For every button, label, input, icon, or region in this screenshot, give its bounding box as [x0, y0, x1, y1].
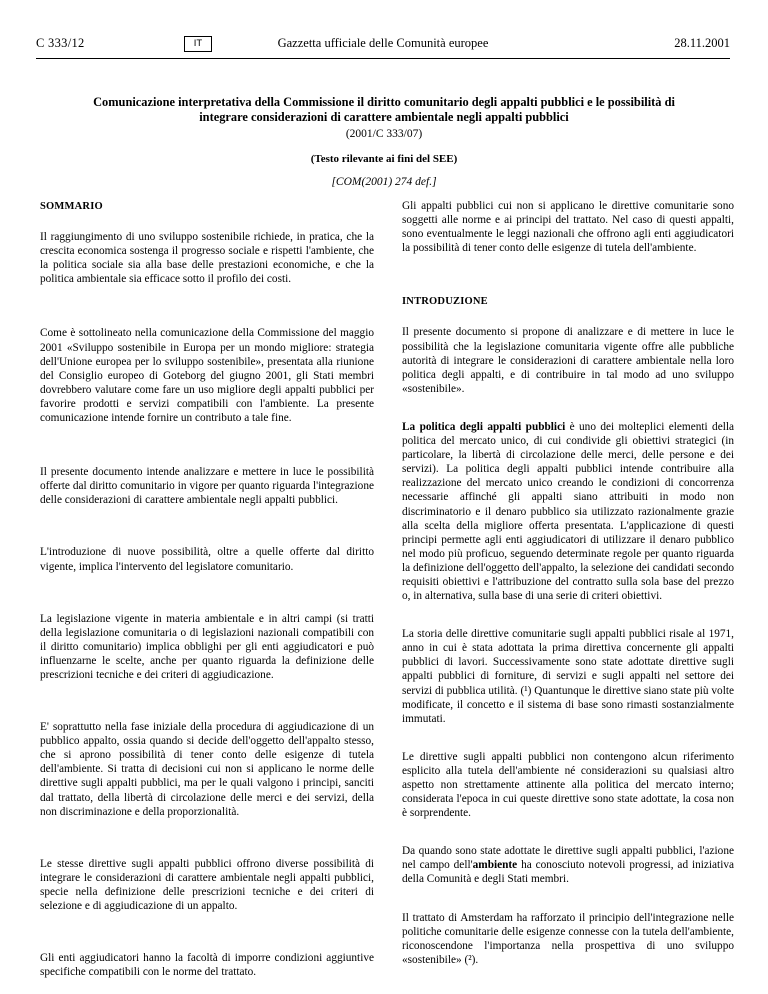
- paragraph: Il presente documento si propone di analizzare e di mettere in luce le possibilità che la legislazione comunitaria vigente offre alle pubbliche autorità di integrare le considerazioni di carattere ambientale nella loro politica degli appalti, e di contribuire in tal modo ad uno sviluppo «sostenibile».: [402, 326, 734, 395]
- right-column: [402, 199, 734, 967]
- paragraph: Le direttive sugli appalti pubblici non contengono alcun riferimento esplicito alla tutela dell'ambiente né considerazioni su qualsiasi altro aspetto non strettamente attinente alla politica del mercato interno; considerata l'epoca in cui queste direttive sono state adottate, la cosa non è sorprendente.: [402, 750, 734, 820]
- paragraph: Gli enti aggiudicatori hanno la facoltà di imporre condizioni aggiuntive specifiche compatibili con le norme del trattato.: [40, 952, 374, 979]
- paragraph: L'introduzione di nuove possibilità, oltre a quelle offerte dal diritto vigente, implica l'intervento del legislatore comunitario.: [40, 546, 374, 573]
- paragraph: La storia delle direttive comunitarie sugli appalti pubblici risale al 1971, anno in cui è stata adottata la prima direttiva concernente gli appalti pubblici di lavori. Successivamente sono state adottate direttive sugli appalti pubblici di forniture, di servizi e sugli appalti nel settore dei servizi di pubblica utilità. (¹) Quantunque le direttive siano state più volte modificate, il concetto e il sistema di base sono rimasti sostanzialmente immutati.: [402, 628, 734, 725]
- journal-name: Gazzetta ufficiale delle Comunità europee: [277, 36, 489, 50]
- header-rule: [36, 58, 730, 59]
- page-header: [36, 36, 730, 54]
- com-reference: [COM(2001) 274 def.]: [331, 176, 437, 188]
- publication-date: 28.11.2001: [674, 36, 730, 50]
- eea-relevance-note: (Testo rilevante ai fini del SEE): [310, 153, 458, 165]
- paragraph: Le stesse direttive sugli appalti pubblici offrono diverse possibilità di integrare le considerazioni di carattere ambientale negli appalti pubblici, specie nella definizione delle prescrizioni tecniche e dei criteri di selezione e di aggiudicazione di un appalto.: [40, 857, 374, 912]
- paragraph: E' soprattutto nella fase iniziale della procedura di aggiudicazione di un pubblico appalto, ossia quando si decide dell'oggetto dell'appalto stesso, che si aprono possibilità di tener conto delle esigenze di tutela dell'ambiente. Si tratta di decisioni cui non si applicano le norme delle direttive sugli appalti pubblici, ma per le quali valgono i principi, sanciti dal trattato, della libertà di circolazione delle merci e dei servizi, della non discriminazione e della proporzionalità.: [40, 721, 374, 818]
- page-reference: C 333/12: [36, 36, 85, 50]
- paragraph: Il presente documento intende analizzare e mettere in luce le possibilità offerte dal diritto comunitario in vigore per quanto riguarda l'integrazione delle considerazioni di carattere ambientale negli appalti pubblici.: [40, 466, 374, 507]
- document-title: Comunicazione interpretativa della Commissione il diritto comunitario degli appalti pubblici e le possibilità di integrare considerazioni di carattere ambientale negli appalti pubblici: [93, 95, 675, 124]
- paragraph: Gli appalti pubblici cui non si applicano le direttive comunitarie sono soggetti alle norme e ai principi del trattato. Nel caso di questi appalti, sono eventualmente le leggi nazionali che offrono agli enti aggiudicatori la possibilità di tener conto delle esigenze di tutela dell'ambiente.: [402, 200, 734, 255]
- paragraph: Come è sottolineato nella comunicazione della Commissione del maggio 2001 «Sviluppo sostenibile in Europa per un mondo migliore: strategia dell'Unione europea per lo sviluppo sostenibile», presentata alla riunione del Consiglio europeo di Goteborg del giugno 2001, gli Stati membri dovrebbero valutare come fare un uso migliore degli appalti pubblici per favorire prodotti e servizi compatibili con l'ambiente. La presente comunicazione intende fornire un contributo a tale fine.: [40, 327, 374, 425]
- section-heading-introduzione: INTRODUZIONE: [402, 296, 488, 308]
- bold-term: La politica degli appalti pubblici: [402, 420, 566, 433]
- bold-term: ambiente: [472, 859, 518, 872]
- paragraph: Il raggiungimento di uno sviluppo sostenibile richiede, in pratica, che la crescita economica sostenga il progresso sociale e rispetti l'ambiente, che la politica sociale sia alla base delle prestazioni economiche, e che la politica ambientale sia efficace sotto il profilo dei costi.: [40, 231, 374, 286]
- section-heading-sommario: SOMMARIO: [40, 201, 103, 212]
- left-column: [40, 200, 374, 979]
- paragraph: La legislazione vigente in materia ambientale e in altri campi (si tratti della legislazione comunitaria o di legislazioni nazionali compatibili con il diritto comunitario) implica obblighi per gli enti aggiudicatori e può influenzarne le scelte, anche per quanto riguarda la definizione delle prescrizioni tecniche e dei criteri di aggiudicazione.: [40, 612, 374, 681]
- document-number: (2001/C 333/07): [345, 128, 423, 140]
- language-badge: IT: [184, 36, 212, 52]
- paragraph: La politica degli appalti pubblici è uno dei molteplici elementi della politica del mercato unico, di cui condivide gli obiettivi strategici (in particolare, la libertà di circolazione delle merci, delle persone e dei servizi). La politica degli appalti pubblici intende contribuire alla realizzazione del mercato unico creando le condizioni di concorrenza necessarie affinché gli appalti siano attribuiti in modo non discriminatorio e il denaro pubblico sia utilizzato razionalmente grazie alla scelta della migliore offerta presentata. L'applicazione di questi principi permette agli enti aggiudicatori di utilizzare il denaro pubblico nel modo più proficuo, seguendo determinate regole per quanto riguarda la definizione dell'oggetto dell'appalto, la selezione dei candidati secondo requisiti obiettivi e l'attribuzione del contratto sulla sola base del prezzo o, in alternativa, sulla base di una serie di criteri obiettivi.: [402, 420, 734, 603]
- paragraph: Il trattato di Amsterdam ha rafforzato il principio dell'integrazione nelle politiche comunitarie delle esigenze connesse con la tutela dell'ambiente, riconoscendone l'importanza nella prospettiva di uno sviluppo «sostenibile» (²).: [402, 911, 734, 966]
- paragraph: Da quando sono state adottate le direttive sugli appalti pubblici, l'azione nel campo dell'ambiente ha conosciuto notevoli progressi, ad iniziativa della Comunità e degli Stati membri.: [402, 845, 734, 886]
